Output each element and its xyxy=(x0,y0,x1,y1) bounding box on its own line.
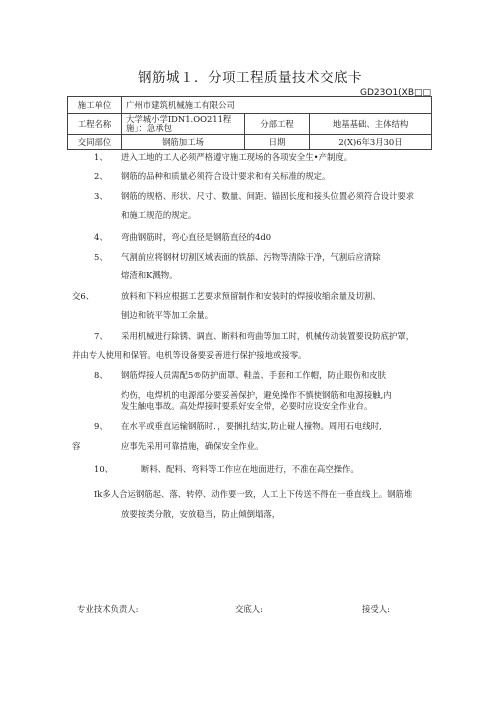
handover-value: 钢筋加工场 xyxy=(122,135,245,150)
project-label: 工程名称 xyxy=(68,114,122,135)
item-text-cont: 应事先采用可靠措施，确保安全作业。 xyxy=(121,441,264,451)
item-text-cont: 熔渣和K溅物。 xyxy=(121,270,178,280)
item-text-cont: 灼伤，电焊机的电源部分要妥善保护，避免操作不慎使钢筋和电源接触,内 xyxy=(121,390,392,400)
subproject-label: 分部工程 xyxy=(245,114,310,135)
item-num: 5、 xyxy=(94,252,108,262)
project-value: 大学城小学IDN1.OO211程施」：急承包 xyxy=(126,114,232,133)
item-text-cont: 放要按类分散，安放稳当，防止倾倒塌落， xyxy=(121,509,281,519)
item-text: 钢筋焊接人员需配5®防护面罩、鞋盖、手套和工作帽，防止眼伤和皮肤 xyxy=(121,370,386,380)
receiver-label: 接受人: xyxy=(362,604,390,614)
item-text: 钢筋的品种和质量必须符合设计要求和有关标准的规定。 xyxy=(121,171,331,181)
item-num: 4、 xyxy=(94,232,108,242)
handover-label: 交同部位 xyxy=(68,135,122,150)
item-num: 8、 xyxy=(94,370,108,380)
item-text-cont: 发生触电事故。高处焊接时要系好安全带，必要时应设安全作业台。 xyxy=(121,401,373,411)
info-table xyxy=(67,96,432,150)
item-text: 弯曲钢筋时，弯心直径是钢筋直径的4d0 xyxy=(121,232,272,242)
tech-lead-label: 专业技术负责人: xyxy=(77,604,139,614)
project-value-cell xyxy=(122,114,245,135)
subproject-value: 地基基础、主体结构 xyxy=(310,114,432,135)
document-code: GD23O1(XB□□ xyxy=(360,88,432,98)
item-text: 进入工地的工人必须严格遵守施工现场的各项安全生•产制度。 xyxy=(121,152,353,162)
item-text: 气割前应将钢材切割区域表面的铁舔、污物等清除干净，气割后应清除 xyxy=(121,252,381,262)
item-text-cont: 刨边和铳平等加工余量。 xyxy=(121,310,214,320)
item-text: 断料、配料、弯料等工作应在地面进行，不准在高空操作。 xyxy=(141,464,359,474)
item-text: Ik多人合运钢筋起、落、转停、动作要一致，人工上下传送不得在一垂直线上。钢筋堆 xyxy=(94,489,413,499)
handover-person-label: 交底人: xyxy=(235,604,263,614)
info-row-handover xyxy=(68,135,432,150)
item-text: 采用机械进行除锈、调直、断料和弯曲等加工时，机械传动装置要设防底护罩， xyxy=(121,331,415,341)
item-num: 7、 xyxy=(94,331,108,341)
item-text: 钢筋的规格、形状、尺寸、数量、间距、锚固长度和接头位置必须符合设计要求 xyxy=(121,191,415,201)
info-row-project xyxy=(68,114,432,135)
unit-label: 施工单位 xyxy=(68,97,122,114)
item-num: 2、 xyxy=(94,171,108,181)
date-label: 日期 xyxy=(245,135,310,150)
item-num: 3、 xyxy=(94,191,108,201)
item-text-cont: 并由专人使用和保管。电机等设备要妥善进行保护接地或接零。 xyxy=(72,350,307,360)
info-row-unit xyxy=(68,97,432,114)
item-num: 1、 xyxy=(94,152,108,162)
date-value: 2(X)6年3月30日 xyxy=(310,135,432,150)
unit-value: 广州市建筑机械施工有限公司 xyxy=(122,97,432,114)
item-prefix: 交6、 xyxy=(72,291,95,301)
item-text: 放料和下料应根据工艺要求预留制作和安装时的焊接收缩余量及切割、 xyxy=(121,291,381,301)
item-prefix: 容 xyxy=(72,441,81,451)
document-title: 钢筋城１．分项工程质量技术交底卡 xyxy=(138,70,362,86)
item-num: 9、 xyxy=(94,421,108,431)
item-text: 在水平或垂直运输钢筋时．，要捆扎结实,防止碰人撞物。周用石电线时, xyxy=(121,421,382,431)
item-num: 10、 xyxy=(94,464,114,474)
item-text-cont: 和施工规范的规定。 xyxy=(121,210,197,220)
